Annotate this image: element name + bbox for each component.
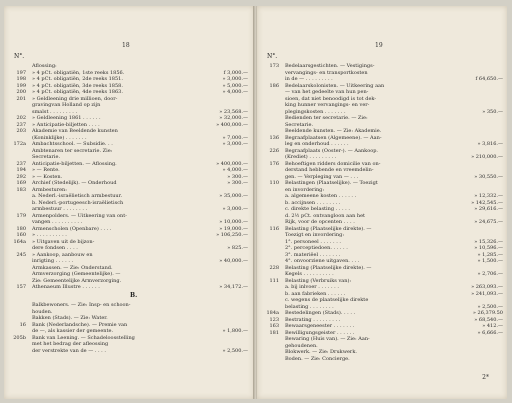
entry-number: 226 [269, 147, 279, 154]
entry-text: houden. [32, 308, 53, 315]
entry-text: Armverzorging (Gemeentelijke). — [32, 271, 121, 277]
entry-number: 205b [13, 334, 26, 341]
entry-text: c. direkte belasting . . . . . [285, 206, 350, 212]
entry-amount: » 35,000.— [219, 193, 248, 199]
entry-amount: » 106,250.— [216, 232, 248, 238]
entry-number: 116 [269, 225, 279, 232]
entry-amount: » 825.— [227, 245, 248, 251]
entry-number: 179 [16, 212, 26, 219]
entry-text: Bestedelingen (Stads). . . . . [285, 310, 356, 316]
entry-amount: » 400,000.— [216, 160, 248, 167]
entry-amount: » 300.— [227, 173, 248, 180]
entry-text: » 4 pCt. obligatiën, 3de reeks 1858. [32, 82, 123, 89]
entry-text: Bank van Leening. — Schadeloosstelling [32, 334, 135, 341]
entry-text: Armenscholen (Openbare) . . . . [32, 225, 112, 232]
entry-amount: » 4,000.— [222, 167, 248, 173]
entry-text: Akademie van Beeldende kunsten [32, 128, 118, 134]
entry-amount: » 34,172.— [219, 284, 248, 290]
entry-text: a. algemeene kosten . . . . . . [285, 193, 357, 199]
entry-text: 1°. personeel . . . . . . . [285, 238, 341, 245]
entry-amount: » 30,550.— [474, 173, 503, 180]
entry-text: a. Nederl.-israëlietisch armbestuur. [32, 193, 123, 199]
entry-text: gen. — Verpleging van — . . . [285, 173, 359, 180]
entry-number: 200 [16, 89, 26, 95]
entry-text: Ambtenaren ter secretarie. Zie: [32, 147, 113, 154]
entry-text: b. aan fabrieken . . . . . . [285, 290, 346, 297]
entry-number: 123 [269, 316, 279, 323]
number-column-header: N°. [267, 53, 278, 60]
entry-text: » Uitgaven uit de bijzon- [32, 238, 95, 245]
entry-text: (Krediet) . . . . . . . . . [285, 154, 337, 160]
entry-text: a. bij inlvoer . . . . . . . [285, 284, 339, 290]
entry-amount: » 2,500.— [477, 303, 503, 310]
entry-text: 4°. onvoorziene uitgaven. . . . [285, 258, 360, 264]
entry-text: Belasting (Verbruiks van): [285, 277, 352, 284]
entry-text: gehoudenen. [285, 342, 318, 349]
entry-text: en invordering: [285, 186, 325, 193]
entry-amount: » 4,000.— [222, 89, 248, 95]
entry-text: Blokwerk. — Zie: Drukwerk. [285, 349, 357, 355]
entry-number: 181 [269, 329, 279, 336]
entry-amount: » 5,000.— [222, 82, 248, 89]
entry-text: » — Kosten. [32, 173, 63, 180]
entry-text: belasting . . . . . . . . [285, 303, 334, 310]
entry-amount: » 300.— [227, 180, 248, 186]
entry-text: vervangings- en transportkosten [285, 69, 368, 76]
entry-number: 183 [16, 186, 26, 193]
entry-amount: » 2,500.— [222, 347, 248, 354]
entry-amount: » 10,596.— [474, 245, 503, 251]
entry-text: d. 2½ pCt. ontvangloon aan het [285, 212, 366, 219]
entry-amount: » 10,000.— [219, 219, 248, 225]
entry-number: 160 [16, 232, 26, 238]
ledger-row [265, 356, 503, 363]
entry-text: smalst . . . . . . . . . [32, 108, 78, 115]
entry-amount: » 32,000.— [219, 115, 248, 121]
entry-text: Bewilligungsgeister . . . . . . [285, 329, 355, 336]
entry-list [12, 63, 248, 291]
entry-amount: » 23,568.— [219, 108, 248, 115]
entry-text: » Anticipatie-biljetten . . . . [32, 121, 100, 128]
entry-number: 237 [16, 121, 26, 128]
entry-text: Balkbewoners. — Zie: Insp- en schoon- [32, 302, 131, 308]
entry-list-b [12, 302, 248, 354]
entry-amount: » 263,093.— [471, 284, 503, 290]
entry-text: Armenpolders. — Uitkeering van ont- [32, 212, 127, 219]
entry-number: 176 [269, 160, 279, 167]
entry-text: Bedienden ter secretarie. — Zie: [285, 115, 368, 121]
entry-amount: » 350.— [482, 108, 503, 115]
page-number: 19 [375, 42, 383, 49]
entry-number: 199 [16, 82, 26, 89]
entry-text: met het bedrag der afleossing [32, 341, 109, 347]
entry-text: Aflossing: [32, 63, 57, 69]
entry-number: 172a [13, 141, 26, 147]
entry-amount: » 40,000.— [219, 258, 248, 264]
ledger-row [12, 348, 248, 355]
entry-text: de —, als kassier der gemeente. [32, 328, 114, 334]
entry-text: Belasting (Plaatselijke direkte). — [285, 225, 372, 232]
entry-text: Anticipatie-biljetten. — Aflossing. [32, 160, 117, 167]
entry-amount: » 7,000.— [222, 134, 248, 141]
entry-text: leg en onderhoud . . . . . . [285, 141, 349, 147]
entry-number: 202 [16, 115, 26, 121]
entry-text: Athenaeum Illustre . . . . . . [32, 284, 100, 290]
entry-text: king hunner vervangings- en ver- [285, 102, 370, 108]
entry-text: Bestrating . . . . . . . . . [285, 316, 341, 323]
left-page [4, 6, 255, 399]
entry-amount: » 6,666.— [477, 329, 503, 336]
entry-text: Zie: Gemeentelijke Armverzorging. [32, 277, 122, 284]
entry-text: Toezigt en invordering: [285, 232, 345, 238]
number-column-header: N°. [14, 53, 25, 60]
entry-text: » 4 pCt. obligatiën, 4de reeks 1863. [32, 89, 123, 95]
entry-text: armbestuur . . . . . . . . [32, 206, 88, 212]
signature-mark: 2* [482, 374, 489, 381]
entry-text: » — Rente. [32, 167, 60, 173]
entry-text: Armkassen. — Zie: Onderstand. [32, 264, 113, 271]
entry-amount: » 1,500.— [477, 258, 503, 264]
entry-amount: » 142,545.— [471, 199, 503, 206]
entry-text: Belasting (Plaatselijke direkte). — [285, 264, 372, 271]
page-number: 18 [122, 42, 130, 49]
entry-amount: » 1,285.— [477, 251, 503, 258]
entry-number: 180 [16, 225, 26, 232]
entry-amount: f 3,000.— [223, 69, 248, 76]
entry-number: 197 [16, 69, 26, 76]
entry-text: Boden. — Zie: Concierge. [285, 355, 350, 362]
entry-text: c. wegens de plaatselijke direkte [285, 297, 369, 303]
entry-number: 157 [16, 284, 26, 290]
entry-text: der verstrekte van de — . . . . [32, 347, 106, 354]
right-page [257, 6, 507, 399]
entry-amount: » 29,616.— [474, 206, 503, 212]
entry-amount: » 68,540.— [474, 316, 503, 323]
entry-amount: » 3,000.— [222, 76, 248, 82]
entry-amount: » 241,093.— [471, 290, 503, 297]
entry-number: 198 [16, 76, 26, 82]
entry-amount: » 24,675.— [474, 219, 503, 225]
entry-text: b. accijnsen . . . . . . . . [285, 199, 341, 206]
entry-text: vangen . . . . . . . . . . [32, 219, 83, 225]
entry-text: » 4 pCt. obligatiën, 1ste reeks 1856. [32, 69, 125, 76]
entry-text: Bewaarsgeneester . . . . . . . [285, 323, 355, 329]
entry-number: 184a [266, 310, 279, 316]
entry-number: 203 [16, 128, 26, 134]
entry-text: Rijk, voor de opcenten . . . . [285, 219, 355, 225]
entry-text: Secretarie. [285, 121, 314, 128]
entry-number: 164a [13, 238, 26, 245]
entry-text: Kegels . . . . . . . . . . [285, 271, 334, 277]
entry-text: sioen, dat niet benoodigd is tot dek- [285, 95, 377, 102]
entry-number: 245 [16, 251, 26, 258]
entry-text: — van het gedeelte van hun pen- [285, 89, 369, 95]
entry-text: » 4 pCt. obligatiën, 2de reeks 1851. [32, 76, 123, 82]
entry-text: derstand hebbende en vreemdelin- [285, 167, 374, 173]
entry-text: Begraafplaatsen (Algemeene). — Aan- [285, 134, 382, 141]
entry-text: Bakken (Stads). — Zie: Water. [32, 315, 108, 321]
entry-text: Archief (Stedelijk). — Onderhoud [32, 180, 117, 186]
entry-number: 110 [269, 180, 279, 186]
entry-number: 163 [269, 323, 279, 329]
entry-number: 111 [269, 277, 279, 284]
entry-number: 201 [16, 95, 26, 102]
entry-text: Bewaring (Huis van). — Zie: Aan- [285, 336, 370, 342]
entry-amount: » 26,379.50 [472, 310, 503, 316]
entry-text: » Aankoop, aanbouw en [32, 251, 93, 258]
entry-text: Armbesturen: [32, 186, 67, 193]
entry-list [265, 63, 503, 362]
entry-text: 3°. materiëel . . . . . . . [285, 251, 341, 258]
entry-amount: » 210,000.— [471, 154, 503, 160]
entry-amount: » 3,816.— [477, 141, 503, 147]
ledger-row [12, 284, 248, 291]
entry-amount: » 3,000.— [222, 206, 248, 212]
entry-amount: » 3,000.— [222, 141, 248, 147]
entry-text: 2°. perceptiedoen. . . . . . [285, 245, 348, 251]
entry-text: Beeldende kunsten. — Zie: Akademie. [285, 128, 382, 134]
entry-text: plegingskosten . . . . . . . [285, 108, 346, 115]
entry-text: inrigting . . . . . . [32, 258, 74, 264]
entry-amount: » 2,706.— [477, 271, 503, 277]
entry-text: Behoeftigen ridders domicilie van on- [285, 160, 381, 167]
entry-text: b. Nederl.-portugeesch-israëlietisch [32, 199, 124, 206]
entry-text: Secretarie. [32, 154, 61, 160]
entry-amount: f 64,650.— [475, 76, 503, 82]
entry-text: Begraafplaats (Ooster-). — Aankoop. [285, 147, 379, 154]
entry-text: Belastingen (Plaatselijke). — Toezigt [285, 180, 378, 186]
entry-text: in de — . . . . . . . . . [285, 76, 333, 82]
entry-number: 292 [16, 173, 26, 180]
entry-text: (Koninklijke) . . . . . . . [32, 134, 87, 141]
entry-text: dere fondsen . . . . [32, 245, 78, 251]
entry-number: 169 [16, 180, 26, 186]
entry-text: Bedelaarsgestichten. — Vestigings- [285, 63, 375, 69]
entry-text: » Geldleening 1861 . . . . . . [32, 115, 101, 121]
entry-amount: » 1,800.— [222, 328, 248, 334]
entry-text: Bank (Nederlandsche). — Premie van [32, 321, 128, 328]
entry-text: » . . . . . . . . . . [32, 232, 67, 238]
entry-text: Ambachtsschool. — Subsidie. . . [32, 141, 113, 147]
entry-number: 173 [269, 63, 279, 69]
entry-number: 136 [269, 134, 279, 141]
entry-text: » Geldleening drie millioen, door- [32, 95, 118, 102]
entry-amount: » 12,332.— [474, 193, 503, 199]
entry-number: 186 [269, 82, 279, 89]
entry-number: 237 [16, 160, 26, 167]
entry-text: Bedelaarskolonisten. — Uitkeering aan [285, 82, 385, 89]
entry-amount: » 412.— [482, 323, 503, 329]
entry-amount: » 19,000.— [219, 225, 248, 232]
entry-number: 194 [16, 167, 26, 173]
entry-number: 228 [269, 264, 279, 271]
entry-amount: » 15,326.— [474, 238, 503, 245]
entry-text: gravingvan Holland op zijn [32, 102, 101, 108]
entry-number: 16 [19, 321, 26, 328]
entry-amount: » 400,000.— [216, 121, 248, 128]
section-heading: B. [130, 292, 138, 299]
